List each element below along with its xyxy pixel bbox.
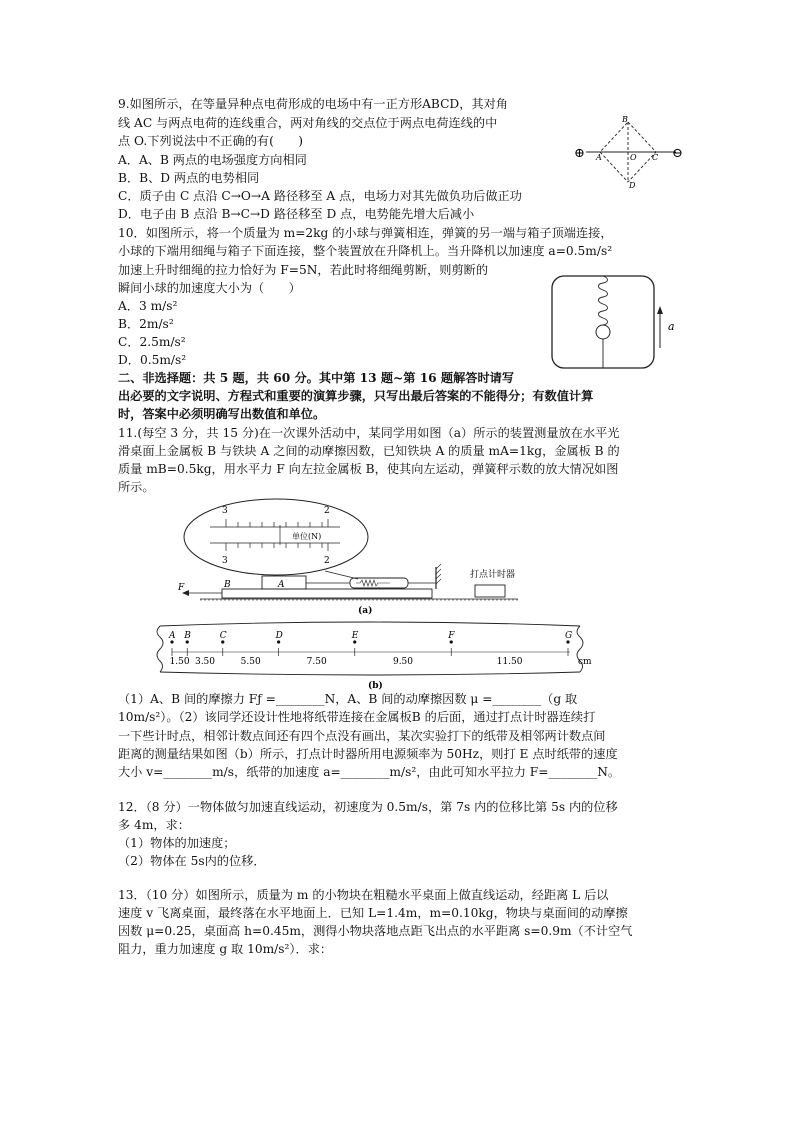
scale-top-2: 2: [324, 506, 330, 516]
part2-heading-line-3: 时，答案中必须明确写出数值和单位。: [118, 407, 326, 421]
q10-line-3: 加速上升时细绳的拉力恰好为 F=5N，若此时将细绳剪断，则剪断的: [118, 263, 489, 277]
q13-line-2: 速度 v 飞离桌面，最终落在水平地面上．已知 L=1.4m，m=0.10kg，物块与桌面间的动摩擦: [118, 906, 628, 920]
part2-heading-line-1: 二、非选择题：共 5 题，共 60 分。其中第 13 题~第 16 题解答时请写: [118, 371, 515, 385]
tape-point-label-G: G: [565, 631, 573, 641]
q10-line-2: 小球的下端用细绳与箱子下面连接，整个装置放在升降机上。当升降机以加速度 a=0.5m/s²: [118, 244, 613, 258]
q11-figure-a: [170, 497, 590, 617]
scale-unit-label: 单位(N): [292, 532, 322, 541]
timer-label: 打点计时器: [470, 570, 516, 580]
tape-distance-label: 1.50: [169, 657, 190, 667]
tape-point-label-C: C: [219, 631, 227, 641]
q11-question-line-3: 一下些计时点，相邻计数点间还有四个点没有画出，某次实验打下的纸带及相邻两计数点间: [118, 729, 606, 743]
tape-point-label-E: E: [351, 631, 359, 641]
label-o: O: [630, 153, 637, 162]
q9-line-3: 点 O.下列说法中不正确的有( ): [118, 134, 303, 148]
force-label: F: [178, 583, 185, 593]
q9-option-d: D．电子由 B 点沿 B→C→D 路径移至 D 点，电势能先增大后减小: [118, 207, 475, 221]
q10-line-4: 瞬间小球的加速度大小为（ ）: [118, 281, 301, 295]
tape-unit-label: cm: [578, 657, 592, 667]
positive-charge-icon: ⊕: [574, 146, 585, 161]
q10-option-a: A．3 m/s²: [118, 299, 178, 313]
q12-line-1: 12．（8 分）一物体做匀加速直线运动，初速度为 0.5m/s，第 7s 内的位移比第 5s 内的位移: [118, 800, 618, 814]
scale-bottom-3: 3: [222, 556, 228, 566]
label-c: C: [652, 153, 659, 162]
q10-option-c: C．2.5m/s²: [118, 335, 186, 349]
tape-point-label-F: F: [448, 631, 455, 641]
label-a: A: [596, 153, 602, 162]
tape-distance-label: 7.50: [306, 657, 327, 667]
acceleration-label: a: [668, 320, 675, 333]
q9-option-b: B．B、D 两点的电势相同: [118, 171, 260, 185]
q9-charge-square-figure: [572, 112, 688, 188]
tape-point-label-B: B: [184, 631, 191, 641]
q13-line-3: 因数 μ=0.25，桌面高 h=0.45m，测得小物块落地点距飞出点的水平距离 s=0.9m（不计空气: [118, 924, 633, 938]
q10-line-1: 10．如图所示，将一个质量为 m=2kg 的小球与弹簧相连，弹簧的另一端与箱子顶端连接，: [118, 226, 613, 240]
q11-question-line-1: （1）A、B 间的摩擦力 Fƒ =________N，A、B 间的动摩擦因数 μ =________（g 取: [118, 692, 578, 706]
label-d: D: [629, 181, 636, 188]
part2-heading-line-2: 出必要的文字说明、方程式和重要的演算步骤，只写出最后答案的不能得分；有数值计算: [118, 389, 594, 403]
tape-distance-label: 5.50: [240, 657, 261, 667]
q12-line-3: （1）物体的加速度；: [118, 836, 236, 850]
q9-line-1: 9.如图所示，在等量异种点电荷形成的电场中有一正方形ABCD，其对角: [118, 97, 508, 111]
q10-box-spring-figure: [550, 272, 690, 372]
scale-top-3: 3: [222, 506, 228, 516]
q9-option-c: C．质子由 C 点沿 C→O→A 路径移至 A 点，电场力对其先做负功后做正功: [118, 189, 522, 203]
block-a-label: A: [278, 580, 285, 590]
tape-distance-label: 11.50: [496, 657, 523, 667]
q11-line-3: 质量 mB=0.5kg，用水平力 F 向左拉金属板 B，使其向左运动，弹簧秤示数的放大情况如图: [118, 462, 619, 476]
figure-b-caption: (b): [368, 681, 383, 690]
q13-line-1: 13．（10 分）如图所示，质量为 m 的小物块在粗糙水平桌面上做直线运动，经距离 L 后以: [118, 888, 609, 902]
q11-figure-b: [150, 618, 600, 690]
tape-points: [168, 631, 572, 667]
label-b: B: [622, 115, 628, 124]
q10-option-b: B．2m/s²: [118, 317, 174, 331]
q11-question-line-4: 距离的测量结果如图（b）所示，打点计时器所用电源频率为 50Hz，则打 E 点时纸带的速度: [118, 747, 618, 761]
negative-charge-icon: ⊖: [672, 146, 683, 161]
q11-line-1: 11.(每空 3 分，共 15 分)在一次课外活动中，某同学用如图（a）所示的装置测量放在水平光: [118, 426, 620, 440]
tape-distance-label: 3.50: [194, 657, 216, 667]
q11-line-4: 所示。: [118, 480, 155, 494]
q10-option-d: D．0.5m/s²: [118, 353, 187, 367]
figure-a-caption: (a): [358, 606, 373, 616]
q11-question-line-2: 10m/s²）。（2）该同学还设计性地将纸带连接在金属板B 的后面，通过打点计时器连续打: [118, 710, 596, 724]
q12-line-4: （2）物体在 5s内的位移．: [118, 854, 266, 868]
q13-line-4: 阻力，重力加速度 g 取 10m/s²）．求：: [118, 942, 333, 956]
tape-point-label-D: D: [275, 631, 283, 641]
q11-question-line-5: 大小 v=________m/s，纸带的加速度 a=________m/s²，由此可知水平拉力 F=________N。: [118, 765, 621, 779]
tape-point-label-A: A: [169, 631, 176, 641]
scale-bottom-2: 2: [324, 556, 330, 566]
board-b-label: B: [224, 580, 231, 590]
q11-line-2: 滑桌面上金属板 B 与铁块 A 之间的动摩擦因数，已知铁块 A 的质量 mA=1kg，金属板 B 的: [118, 444, 620, 458]
tape-distance-label: 9.50: [392, 657, 414, 667]
q9-option-a: A．A、B 两点的电场强度方向相同: [118, 153, 307, 167]
q9-line-2: 线 AC 与两点电荷的连线重合，两对角线的交点位于两点电荷连线的中: [118, 116, 498, 130]
q12-line-2: 多 4m，求：: [118, 818, 190, 832]
